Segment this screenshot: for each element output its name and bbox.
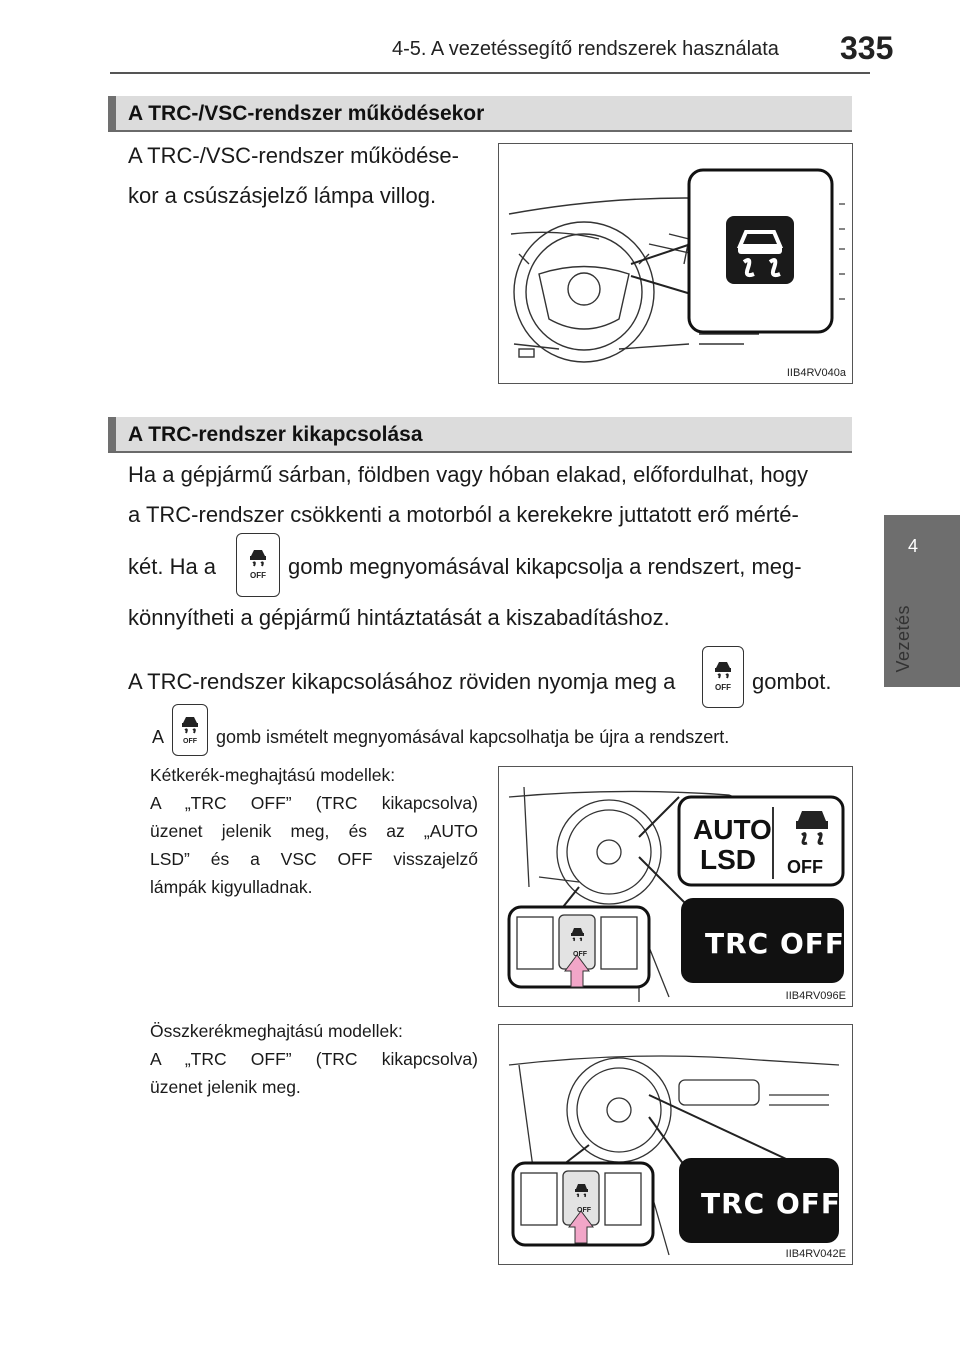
dashboard-illustration xyxy=(499,767,852,1006)
page-number: 335 xyxy=(840,30,894,66)
trc-off-button-icon xyxy=(172,704,208,756)
trc-off-display: TRC OFF xyxy=(705,927,846,960)
text-line: LSD” és a VSC OFF visszajelző xyxy=(150,849,478,869)
figure-slip-indicator xyxy=(498,143,853,384)
figure-code: IIB4RV042E xyxy=(785,1248,846,1260)
dashboard-illustration xyxy=(499,144,852,383)
vsc-off-label: OFF xyxy=(787,857,823,877)
section1-text xyxy=(128,136,488,216)
text-line: könnyítheti a gépjármű hintáztatását a kiszabadításhoz. xyxy=(128,605,670,630)
figure-code: IIB4RV096E xyxy=(785,990,846,1002)
auto-lsd-indicator xyxy=(693,814,772,875)
text-line: Kétkerék-meghajtású modellek: xyxy=(150,765,396,785)
dashboard-illustration xyxy=(499,1025,852,1264)
two-wd-note xyxy=(150,761,478,901)
section-heading-text: A TRC-/VSC-rendszer működésekor xyxy=(128,102,485,125)
section-heading-text: A TRC-rendszer kikapcsolása xyxy=(128,423,423,446)
section-heading-trc-vsc xyxy=(108,96,852,132)
figure-code: IIB4RV040a xyxy=(786,367,846,379)
running-header-title: 4-5. A vezetéssegítő rendszerek használata xyxy=(392,38,779,60)
text-line: a TRC-rendszer csökkenti a motorból a kerekekre juttatott erő mérté- xyxy=(128,502,799,527)
section-heading-trc-off xyxy=(108,417,852,453)
text-line: A TRC-/VSC-rendszer működése- xyxy=(128,143,459,168)
text-line: lámpák kigyulladnak. xyxy=(150,877,313,897)
text-line: Ha a gépjármű sárban, földben vagy hóban elakad, előfordulhat, hogy xyxy=(128,462,809,487)
text-line: gomb ismételt megnyomásával kapcsolhatja be újra a rendszert. xyxy=(216,727,730,747)
chapter-number: 4 xyxy=(908,536,919,556)
button-off-label: OFF xyxy=(577,1207,591,1214)
text-line: két. Ha a xyxy=(128,554,217,579)
text-line: gombot. xyxy=(752,669,832,694)
svg-text:OFF: OFF xyxy=(715,683,731,692)
section2-paragraph1 xyxy=(128,455,853,535)
chapter-label: Vezetés xyxy=(893,605,913,673)
text-line: A xyxy=(152,727,165,747)
text-line: üzenet jelenik meg, és az „AUTO xyxy=(150,821,478,841)
trc-off-display: TRC OFF xyxy=(701,1187,842,1220)
text-line: gomb megnyomásával kikapcsolja a rendszert, meg- xyxy=(288,554,802,579)
text-line: kor a csúszásjelző lámpa villog. xyxy=(128,183,437,208)
slip-indicator-icon xyxy=(726,216,794,284)
button-off-label: OFF xyxy=(573,951,587,958)
svg-text:OFF: OFF xyxy=(250,571,266,580)
auto-lsd-line: AUTO xyxy=(693,814,772,845)
svg-text:OFF: OFF xyxy=(183,738,197,745)
text-line: üzenet jelenik meg. xyxy=(150,1077,301,1097)
trc-off-button-icon xyxy=(236,533,280,597)
text-line: Összkerékmeghajtású modellek: xyxy=(150,1021,403,1041)
text-line: A TRC-rendszer kikapcsolásához röviden nyomja meg a xyxy=(128,669,676,694)
text-line: A „TRC OFF” (TRC kikapcsolva) xyxy=(150,1049,478,1069)
auto-lsd-line: LSD xyxy=(700,844,756,875)
text-line: A „TRC OFF” (TRC kikapcsolva) xyxy=(150,793,478,813)
figure-2wd-trc-off xyxy=(498,766,853,1007)
header-rule xyxy=(110,72,870,74)
trc-off-button-icon xyxy=(702,646,744,708)
figure-4wd-trc-off xyxy=(498,1024,853,1265)
four-wd-note xyxy=(150,1017,478,1101)
